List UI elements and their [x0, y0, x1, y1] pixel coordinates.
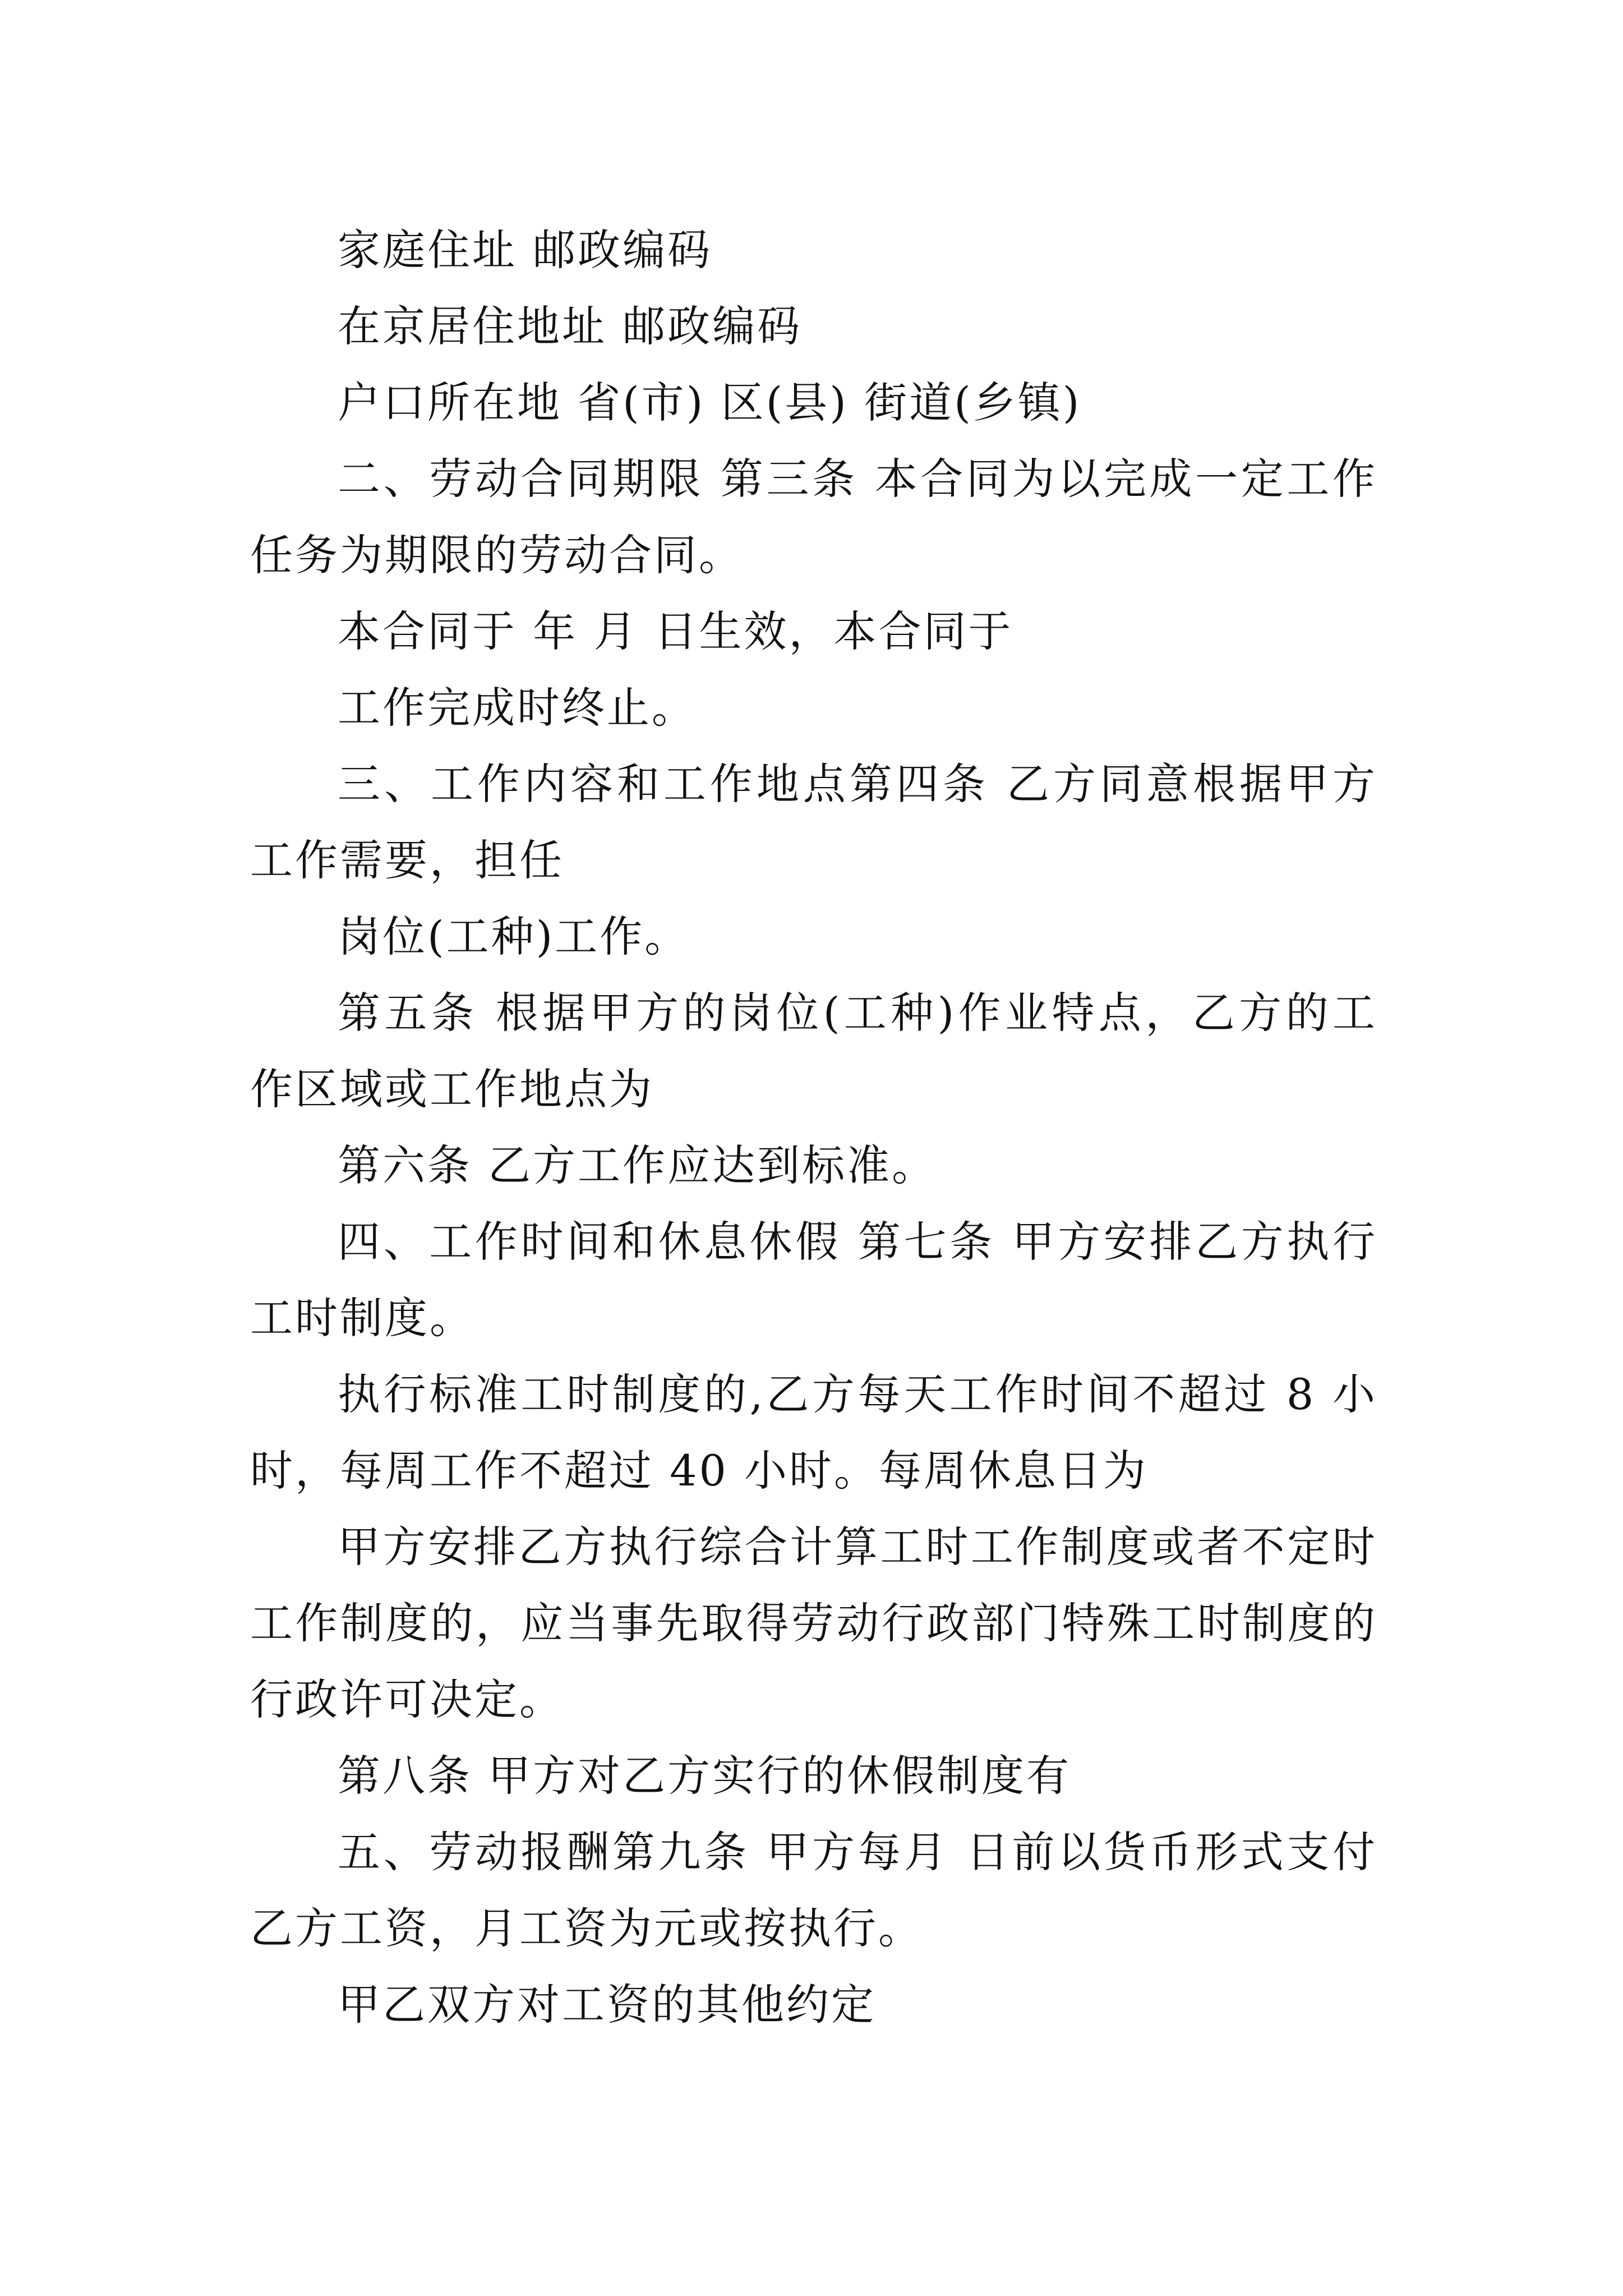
paragraph-position: 岗位(工种)工作。 — [338, 912, 690, 961]
paragraph-other-wage-terms: 甲乙双方对工资的其他约定 — [338, 1980, 876, 2030]
paragraph-hukou-location: 户口所在地 省(市) 区(县) 街道(乡镇) — [338, 378, 1082, 427]
paragraph-work-standard: 第六条 乙方工作应达到标准。 — [338, 1140, 937, 1190]
paragraph-standard-hours: 执行标准工时制度的,乙方每天工作时间不超过 8 小时，每周工作不超过 40 小时。每周休息日为 — [250, 1369, 1377, 1496]
paragraph-special-hours: 甲方安排乙方执行综合计算工时工作制度或者不定时工作制度的，应当事先取得劳动行政部门特殊工时制度的行政许可决定。 — [250, 1522, 1377, 1724]
paragraph-remuneration: 五、劳动报酬第九条 甲方每月 日前以货币形式支付乙方工资，月工资为元或按执行。 — [250, 1827, 1377, 1953]
paragraph-work-content: 三、工作内容和工作地点第四条 乙方同意根据甲方工作需要，担任 — [250, 759, 1377, 885]
paragraph-effective-date: 本合同于 年 月 日生效，本合同于 — [338, 606, 1013, 656]
paragraph-work-location: 第五条 根据甲方的岗位(工种)作业特点，乙方的工作区域或工作地点为 — [250, 988, 1377, 1114]
paragraph-contract-term: 二、劳动合同期限 第三条 本合同为以完成一定工作任务为期限的劳动合同。 — [250, 454, 1377, 580]
paragraph-working-hours: 四、工作时间和休息休假 第七条 甲方安排乙方执行工时制度。 — [250, 1217, 1377, 1343]
paragraph-beijing-address: 在京居住地址 邮政编码 — [338, 301, 803, 351]
document-body — [250, 212, 1377, 2043]
paragraph-leave-system: 第八条 甲方对乙方实行的休假制度有 — [338, 1751, 1072, 1801]
paragraph-home-address: 家庭住址 邮政编码 — [338, 225, 713, 275]
paragraph-termination: 工作完成时终止。 — [338, 683, 697, 733]
